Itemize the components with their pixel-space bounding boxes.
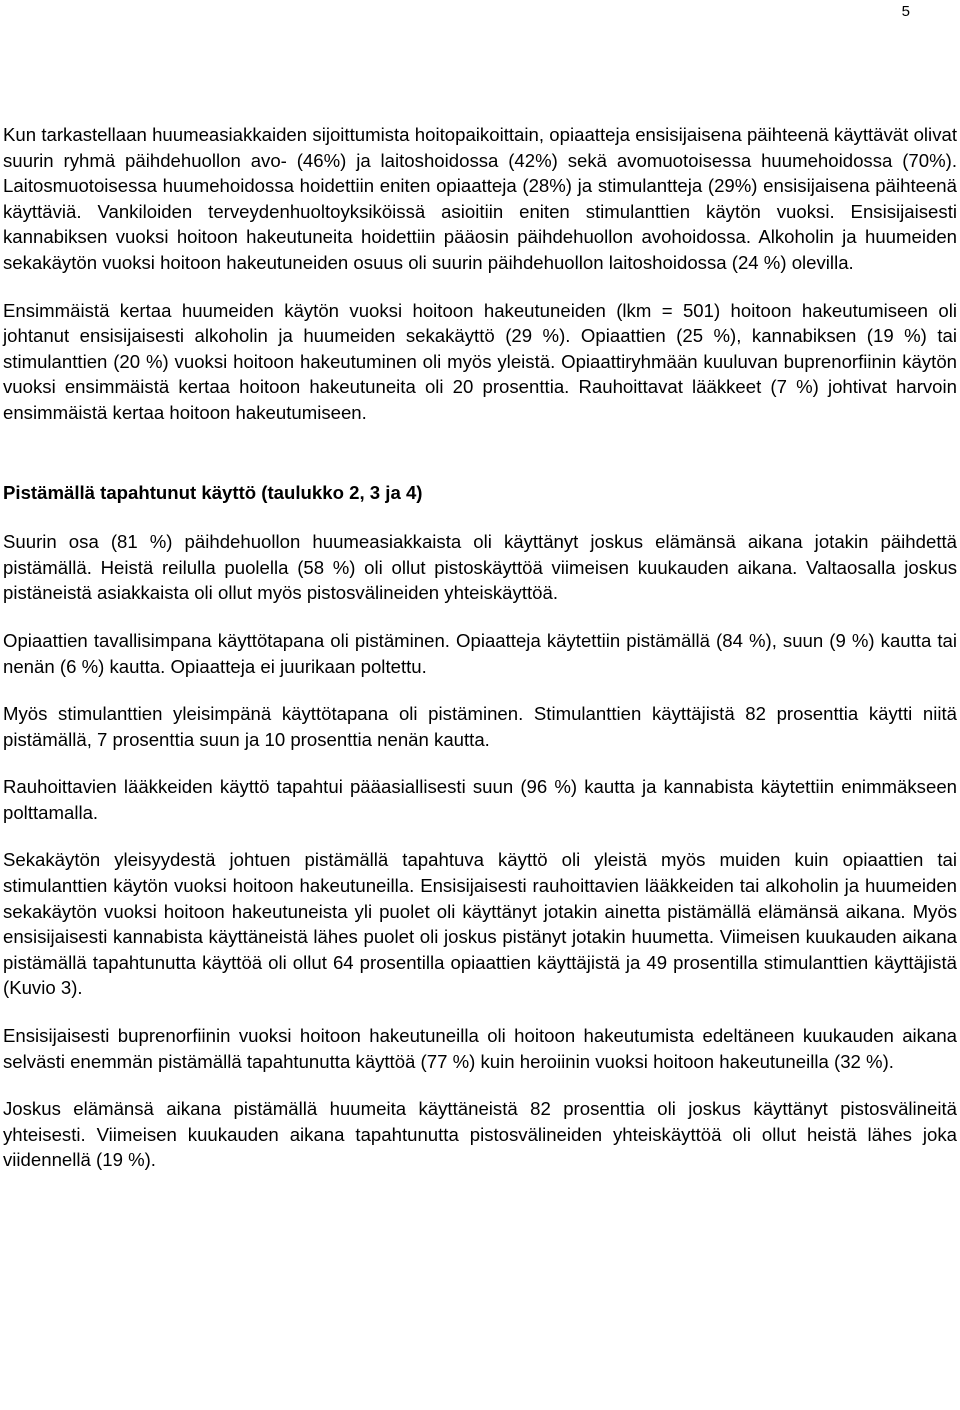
paragraph-injection-overall: Suurin osa (81 %) päihdehuollon huumeasiakkaista oli käyttänyt joskus elämänsä aikana jotakin päihdettä pistämällä. Heistä reilulla puolella (58 %) oli ollut pistoskäyttöä viimeisen kuukauden aikana. Valtaosalla joskus pistäneistä asiakkaista oli ollut myös pistosvälineiden yhteiskäyttöä. — [3, 531, 957, 604]
paragraph-polydrug-injection: Sekakäytön yleisyydestä johtuen pistämällä tapahtuva käyttö oli yleistä myös muiden kuin opiaattien tai stimulanttien käytön vuoksi hoitoon hakeutuneilla. Ensisijaisesti rauhoittavien lääkkeiden tai alkoholin ja huumeiden sekakäytön vuoksi hoitoon hakeutuneista yli puolet oli käyttänyt jotakin ainetta pistämällä elämänsä aikana. Myös ensisijaisesti kannabista käyttäneistä lähes puolet oli joskus pistänyt jotakin huumetta. Viimeisen kuukauden aikana pistämällä tapahtunutta käyttöä oli ollut 64 prosentilla opiaattien käyttäjistä ja 49 prosentilla stimulanttien käyttäjistä (Kuvio 3). — [3, 849, 957, 999]
page-number: 5 — [901, 3, 910, 20]
paragraph-buprenorphine-heroin: Ensisijaisesti buprenorfiinin vuoksi hoitoon hakeutuneilla oli hoitoon hakeutumista edeltäneen kuukauden aikana selvästi enemmän pistämällä tapahtunutta käyttöä (77 %) kuin heroiinin vuoksi hoitoon hakeutuneilla (32 %). — [3, 1025, 957, 1072]
paragraph-opiates-route: Opiaattien tavallisimpana käyttötapana oli pistäminen. Opiaatteja käytettiin pistämällä (84 %), suun (9 %) kautta tai nenän (6 %) kautta. Opiaatteja ei juurikaan poltettu. — [3, 629, 957, 677]
paragraph-sedatives-cannabis: Rauhoittavien lääkkeiden käyttö tapahtui pääasiallisesti suun (96 %) kautta ja kannabista käytettiin enimmäkseen polttamalla. — [3, 776, 957, 823]
paragraph-treatment-placement: Kun tarkastellaan huumeasiakkaiden sijoittumista hoitopaikoittain, opiaatteja ensisijaisena päihteenä käyttävät olivat suurin ryhmä päihdehuollon avo- (46%) ja laitoshoidossa (42%) sekä avomuotoisessa huumehoidossa (70%). Laitosmuotoisessa huumehoidossa hoidettiin eniten opiaatteja (28%) ja stimulantteja (29%) ensisijaisena päihteenä käyttäviä. Vankiloiden terveydenhuoltoyksiköissä asioitiin eniten stimulanttien käytön vuoksi. Ensisijaisesti kannabiksen vuoksi hoitoon hakeutuneita hoidettiin pääosin päihdehuollon avohoidossa. Alkoholin ja huumeiden sekakäytön vuoksi hoitoon hakeutuneiden osuus oli suurin päihdehuollon laitoshoidossa (24 %) olevilla. — [3, 124, 957, 273]
section-heading: Pistämällä tapahtunut käyttö (taulukko 2, 3 ja 4) — [3, 481, 423, 503]
paragraph-stimulants-route: Myös stimulanttien yleisimpänä käyttötapana oli pistäminen. Stimulanttien käyttäjistä 82 prosenttia käytti niitä pistämällä, 7 prosenttia suun ja 10 prosenttia nenän kautta. — [3, 703, 957, 750]
paragraph-needle-sharing: Joskus elämänsä aikana pistämällä huumeita käyttäneistä 82 prosenttia oli joskus käyttänyt pistosvälineitä yhteisesti. Viimeisen kuukauden aikana tapahtunutta pistosvälineiden yhteiskäyttöä oli ollut heistä lähes joka viidennellä (19 %). — [3, 1098, 957, 1171]
paragraph-first-time-clients: Ensimmäistä kertaa huumeiden käytön vuoksi hoitoon hakeutuneiden (lkm = 501) hoitoon hakeutumiseen oli johtanut ensisijaisesti alkoholin ja huumeiden sekakäyttö (29 %). Opiaattien (25 %), kannabiksen (19 %) tai stimulanttien (20 %) vuoksi hoitoon hakeutuminen oli myös yleistä. Opiaattiryhmään kuuluvan buprenorfiinin käytön vuoksi ensimmäistä kertaa hoitoon hakeutuneita oli 20 prosenttia. Rauhoittavat lääkkeet (7 %) johtivat harvoin ensimmäistä kertaa hoitoon hakeutumiseen. — [3, 299, 957, 423]
document-body — [3, 122, 957, 1195]
